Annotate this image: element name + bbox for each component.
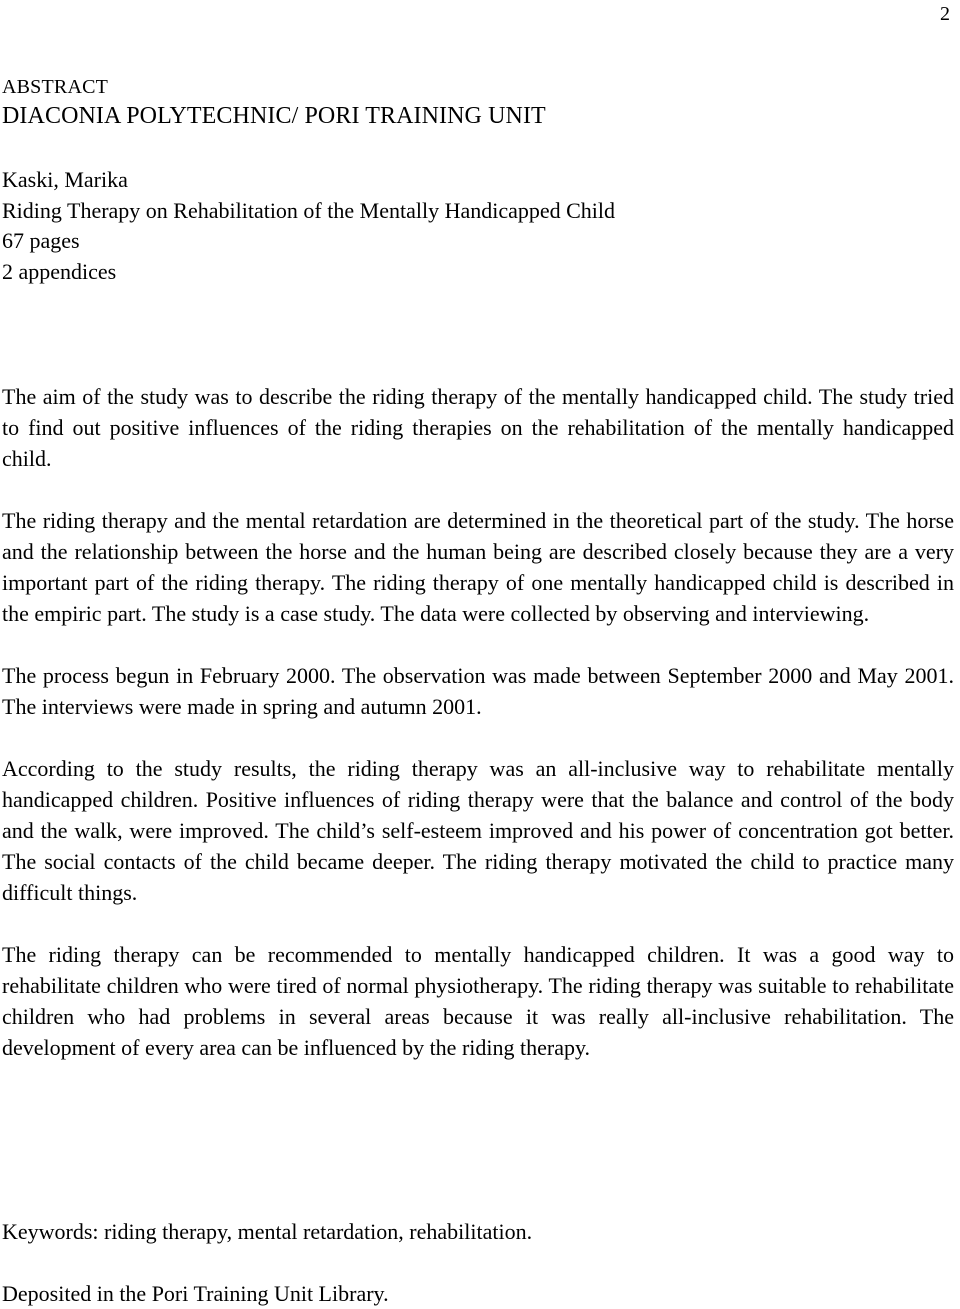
deposited-line: Deposited in the Pori Training Unit Library. [2,1281,389,1306]
appendix-count: 2 appendices [2,258,117,284]
page-number: 2 [940,3,950,25]
thesis-title: Riding Therapy on Rehabilitation of the Mentally Handicapped Child [2,197,616,223]
paragraph-theory: The riding therapy and the mental retardation are determined in the theoretical part of the study. The horse and the relationship between the horse and the human being are described closely because they are a very important part of the riding therapy. The riding therapy of one mentally handicapped child is described in the empiric part. The study is a case study. The data were collected by observing and interviewing. [2,508,954,626]
institution-name: DIACONIA POLYTECHNIC/ PORI TRAINING UNIT [2,103,546,129]
abstract-header [2,75,546,133]
page-count: 67 pages [2,228,80,253]
abstract-body [2,381,954,1094]
thesis-metadata [2,165,615,287]
author-name: Kaski, Marika [2,167,128,192]
paragraph-aim: The aim of the study was to describe the riding therapy of the mentally handicapped child. The study tried to find out positive influences of the riding therapies on the rehabilitation of the mentally handicapped child. [2,384,954,471]
keywords-line: Keywords: riding therapy, mental retardation, rehabilitation. [2,1219,533,1244]
paragraph-process: The process begun in February 2000. The observation was made between September 2000 and May 2001. The interviews were made in spring and autumn 2001. [2,663,954,719]
paragraph-conclusion: The riding therapy can be recommended to mentally handicapped children. It was a good way to rehabilitate children who were tired of normal physiotherapy. The riding therapy was suitable to rehabilitate children who had problems in several areas because it was really all-inclusive rehabilitation. The development of every area can be influenced by the riding therapy. [2,942,954,1060]
paragraph-results: According to the study results, the riding therapy was an all-inclusive way to rehabilitate mentally handicapped children. Positive influences of riding therapy were that the balance and control of the body and the walk, were improved. The child’s self-esteem improved and his power of concentration got better. The social contacts of the child became deeper. The riding therapy motivated the child to practice many difficult things. [2,756,954,905]
abstract-label: ABSTRACT [2,76,109,98]
